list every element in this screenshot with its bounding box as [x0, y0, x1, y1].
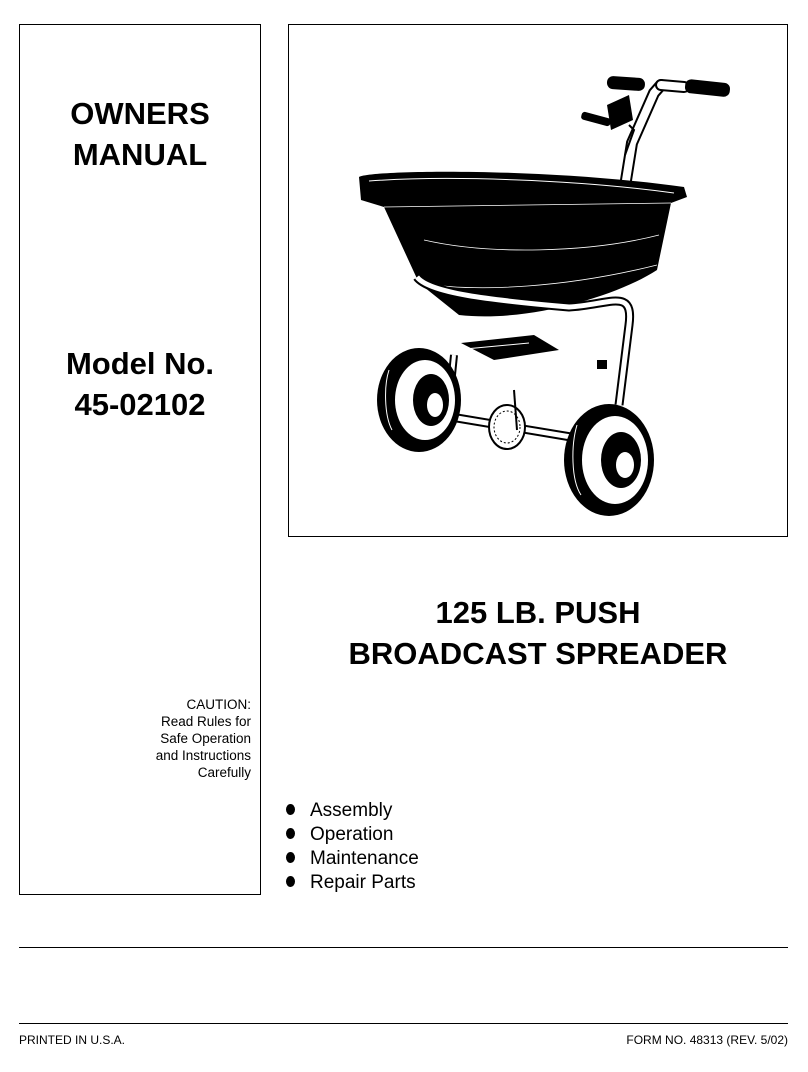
- list-item: [286, 823, 419, 847]
- feature-label: Assembly: [310, 800, 393, 821]
- caution-line: Carefully: [197, 765, 251, 780]
- divider: [19, 1023, 788, 1024]
- product-title: [288, 592, 788, 674]
- list-item: [286, 799, 419, 823]
- list-item: [286, 871, 419, 895]
- model-number: 45-02102: [74, 387, 206, 422]
- caution-line: Read Rules for: [160, 714, 251, 729]
- bullet-icon: [286, 852, 295, 863]
- bullet-icon: [286, 804, 295, 815]
- manual-title-line2: MANUAL: [72, 137, 208, 172]
- list-item: [286, 847, 419, 871]
- manual-title: [20, 93, 260, 175]
- form-number: FORM NO. 48313 (REV. 5/02): [626, 1033, 788, 1047]
- spreader-illustration: [289, 25, 788, 537]
- feature-list: [286, 799, 419, 895]
- caution-notice: [156, 696, 251, 781]
- divider: [19, 947, 788, 948]
- feature-label: Maintenance: [310, 848, 419, 869]
- product-title-line2: BROADCAST SPREADER: [348, 636, 728, 671]
- manual-title-line1: OWNERS: [70, 96, 210, 131]
- product-title-line1: 125 LB. PUSH: [435, 595, 641, 630]
- model-label: Model No.: [65, 346, 215, 381]
- product-illustration-frame: [288, 24, 788, 537]
- caution-line: and Instructions: [155, 748, 251, 763]
- feature-label: Repair Parts: [310, 872, 416, 893]
- printed-in: PRINTED IN U.S.A.: [19, 1033, 126, 1047]
- bullet-icon: [286, 828, 295, 839]
- bullet-icon: [286, 876, 295, 887]
- model-info: [20, 343, 260, 425]
- feature-label: Operation: [310, 824, 394, 845]
- cover-left-panel: [19, 24, 261, 895]
- caution-line: Safe Operation: [160, 731, 251, 746]
- caution-line: CAUTION:: [186, 697, 251, 712]
